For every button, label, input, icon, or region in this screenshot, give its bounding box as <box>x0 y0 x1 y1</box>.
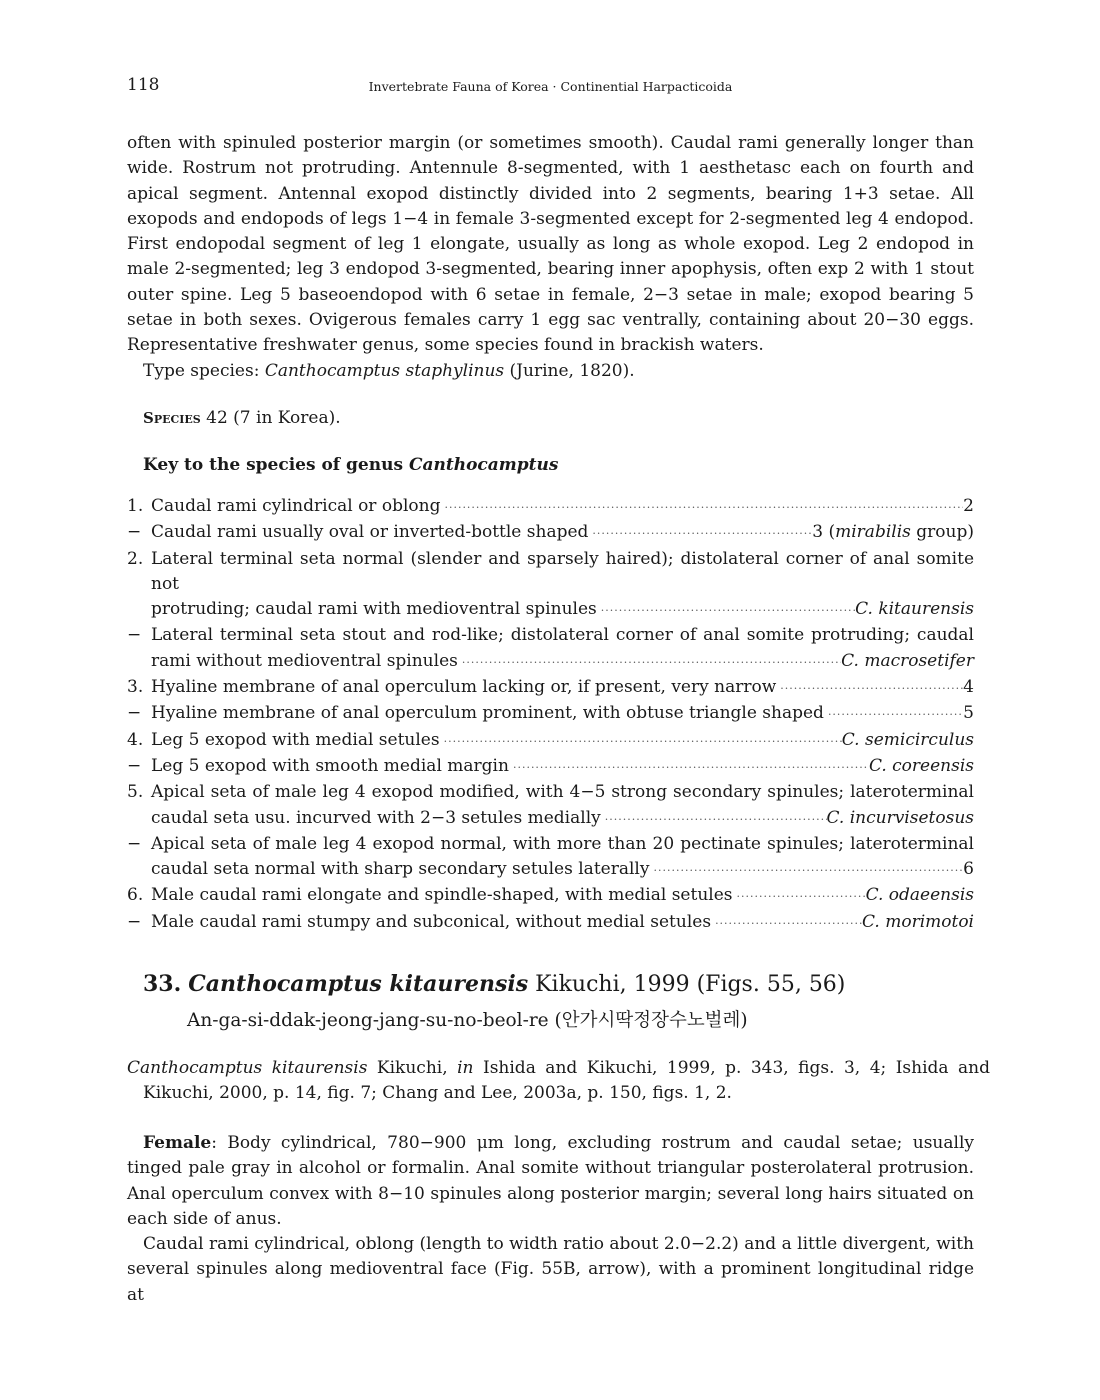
key-item-result <box>963 857 974 882</box>
key-item <box>127 728 974 754</box>
key-item-text: Leg 5 exopod with smooth medial margin <box>151 755 509 776</box>
key-item-marker: − <box>127 755 142 776</box>
key-leader-dots <box>824 702 963 727</box>
korean-name: An-ga-si-ddak-jeong-jang-su-no-beol-re (안가시딱정장수노벌레) <box>187 1010 748 1031</box>
key-item-text: Male caudal rami stumpy and subconical, without medial setules <box>151 911 712 932</box>
species-name: Canthocamptus kitaurensis <box>188 971 529 997</box>
key-item-text: Lateral terminal seta normal (slender and sparsely haired); distolateral corner of anal somite not <box>151 548 974 594</box>
running-title: Invertebrate Fauna of Korea · Continential Harpacticoida <box>368 79 733 94</box>
key-item-text: rami without medioventral spinules <box>151 650 458 671</box>
species-count-value: 42 (7 in Korea). <box>206 408 341 428</box>
key-item-marker: 1. <box>127 496 144 516</box>
key-item-marker: − <box>127 833 142 854</box>
species-count <box>143 408 341 428</box>
key-result-taxon: C. incurvisetosus <box>826 807 974 828</box>
key-leader-dots <box>601 807 827 832</box>
key-heading <box>143 455 558 475</box>
synonymy <box>127 1056 990 1107</box>
key-result-taxon: C. morimotoi <box>862 911 974 932</box>
key-item-result <box>812 520 974 545</box>
key-item <box>127 910 974 936</box>
female-description <box>127 1131 974 1232</box>
key-result-taxon: C. coreensis <box>868 755 974 776</box>
synonymy-author: Kikuchi, <box>376 1058 448 1078</box>
key-result-text: 6 <box>963 859 974 880</box>
key-item-marker: 5. <box>127 782 144 803</box>
key-result-taxon: C. kitaurensis <box>855 599 974 620</box>
type-species-label: Type species: <box>143 361 260 381</box>
key-result-text: 2 <box>963 496 974 516</box>
key-item-text: Leg 5 exopod with medial setules <box>151 729 440 750</box>
key-item-marker: 3. <box>127 677 144 698</box>
key-item-marker: − <box>127 911 142 932</box>
female-label: Female <box>143 1133 212 1153</box>
synonymy-refs: Ishida and Kikuchi, 1999, p. 343, figs. 3, 4; Ishida and Kikuchi, 2000, p. 14, fig. 7; Chang and Lee, 2003a, p. 150, figs. 1, 2. <box>143 1058 991 1104</box>
key-result-text: 5 <box>963 703 974 724</box>
caudal-description: Caudal rami cylindrical, oblong (length to width ratio about 2.0−2.2) and a little divergent, with several spinules along medioventral face (Fig. 55B, arrow), with a prominent longitudinal ridge at <box>127 1234 974 1305</box>
species-key <box>127 494 974 936</box>
key-item <box>127 547 974 624</box>
key-item-result <box>842 728 974 753</box>
species-number: 33. <box>143 971 182 997</box>
key-leader-dots <box>597 598 855 623</box>
key-item <box>127 754 974 780</box>
page-header <box>127 75 974 97</box>
key-item-text: Caudal rami cylindrical or oblong <box>151 496 441 516</box>
key-leader-dots <box>588 521 812 546</box>
key-result-suffix: group) <box>910 522 974 543</box>
key-item-text: Lateral terminal seta stout and rod-like; distolateral corner of anal somite protruding; caudal <box>151 625 974 646</box>
key-leader-dots <box>711 911 862 936</box>
key-item-result <box>963 494 974 519</box>
key-item-marker: − <box>127 625 142 646</box>
synonymy-name: Canthocamptus kitaurensis <box>127 1058 368 1078</box>
key-heading-prefix: Key to the species of genus <box>143 455 404 475</box>
key-item <box>127 832 974 884</box>
key-item-result <box>963 701 974 726</box>
key-item-text: Hyaline membrane of anal operculum lacking or, if present, very narrow <box>151 677 777 698</box>
female-text: : Body cylindrical, 780−900 μm long, excluding rostrum and caudal setae; usually tinged pale gray in alcohol or formalin. Anal somite without triangular posterolateral protrusion. Anal operculum convex with 8−10 spinules along posterior margin; several long hairs situated on each side of anus. <box>127 1133 974 1229</box>
key-item-marker: 2. <box>127 548 144 569</box>
key-leader-dots <box>458 650 841 675</box>
key-item <box>127 520 974 546</box>
type-species <box>143 359 635 384</box>
key-item-result <box>841 649 974 674</box>
intro-paragraph: often with spinuled posterior margin (or sometimes smooth). Caudal rami generally longer than wide. Rostrum not protruding. Antennule 8-segmented, with 1 aesthetasc each on fourth and apical segment. Antennal exopod distinctly divided into 2 segments, bearing 1+3 setae. All exopods and endopods of legs 1−4 in female 3-segmented except for 2-segmented leg 4 endopod. First endopodal segment of leg 1 elongate, usually as long as whole exopod. Leg 2 endopod in male 2-segmented; leg 3 endopod 3-segmented, bearing inner apophysis, often exp 2 with 1 stout outer spine. Leg 5 baseoendopod with 6 setae in female, 2−3 setae in male; exopod bearing 5 setae in both sexes. Ovigerous females carry 1 egg sac ventrally, containing about 20−30 eggs. Representative freshwater genus, some species found in brackish waters. <box>127 133 974 356</box>
key-result-taxon: mirabilis <box>835 522 911 543</box>
key-item-text: Caudal rami usually oval or inverted-bottle shaped <box>151 522 589 543</box>
key-leader-dots <box>649 858 963 883</box>
key-item-text: caudal seta normal with sharp secondary setules laterally <box>151 859 650 880</box>
page-number: 118 <box>127 75 160 95</box>
key-item-text: Male caudal rami elongate and spindle-shaped, with medial setules <box>151 885 733 906</box>
key-heading-genus: Canthocamptus <box>408 455 559 475</box>
type-species-author: (Jurine, 1820). <box>509 361 635 381</box>
key-item <box>127 623 974 675</box>
key-item-text: caudal seta usu. incurved with 2−3 setules medially <box>151 807 601 828</box>
key-result-text: 4 <box>963 677 974 698</box>
key-item-marker: − <box>127 522 142 543</box>
key-leader-dots <box>440 495 963 520</box>
species-heading <box>143 971 845 997</box>
key-item-result <box>866 883 974 908</box>
key-result-text: 3 ( <box>812 522 836 543</box>
type-species-name: Canthocamptus staphylinus <box>264 361 505 381</box>
key-result-taxon: C. macrosetifer <box>841 650 974 671</box>
key-item-marker: 6. <box>127 885 144 906</box>
key-item-result <box>855 597 974 622</box>
key-item-result <box>963 675 974 700</box>
key-item-result <box>862 910 974 935</box>
key-leader-dots <box>776 676 963 701</box>
key-item <box>127 883 974 909</box>
key-item-marker: − <box>127 703 142 724</box>
key-leader-dots <box>733 884 866 909</box>
key-item-marker: 4. <box>127 729 144 750</box>
species-count-label: Species <box>143 409 201 427</box>
key-result-taxon: C. odaeensis <box>865 885 974 906</box>
key-item-result <box>827 806 974 831</box>
species-authority: Kikuchi, 1999 (Figs. 55, 56) <box>535 972 846 997</box>
key-item-text: protruding; caudal rami with medioventral spinules <box>151 599 597 620</box>
key-item <box>127 701 974 727</box>
key-item-result <box>869 754 974 779</box>
key-item-text: Apical seta of male leg 4 exopod normal, with more than 20 pectinate spinules; lateroterminal <box>151 833 974 854</box>
synonymy-in: in <box>457 1058 474 1078</box>
key-item-text: Apical seta of male leg 4 exopod modified, with 4−5 strong secondary spinules; lateroterminal <box>151 782 974 803</box>
key-item <box>127 675 974 701</box>
key-leader-dots <box>440 729 842 754</box>
key-item <box>127 780 974 832</box>
key-result-taxon: C. semicirculus <box>841 729 974 750</box>
key-leader-dots <box>509 755 869 780</box>
key-item-text: Hyaline membrane of anal operculum prominent, with obtuse triangle shaped <box>151 703 824 724</box>
key-item <box>127 494 974 520</box>
